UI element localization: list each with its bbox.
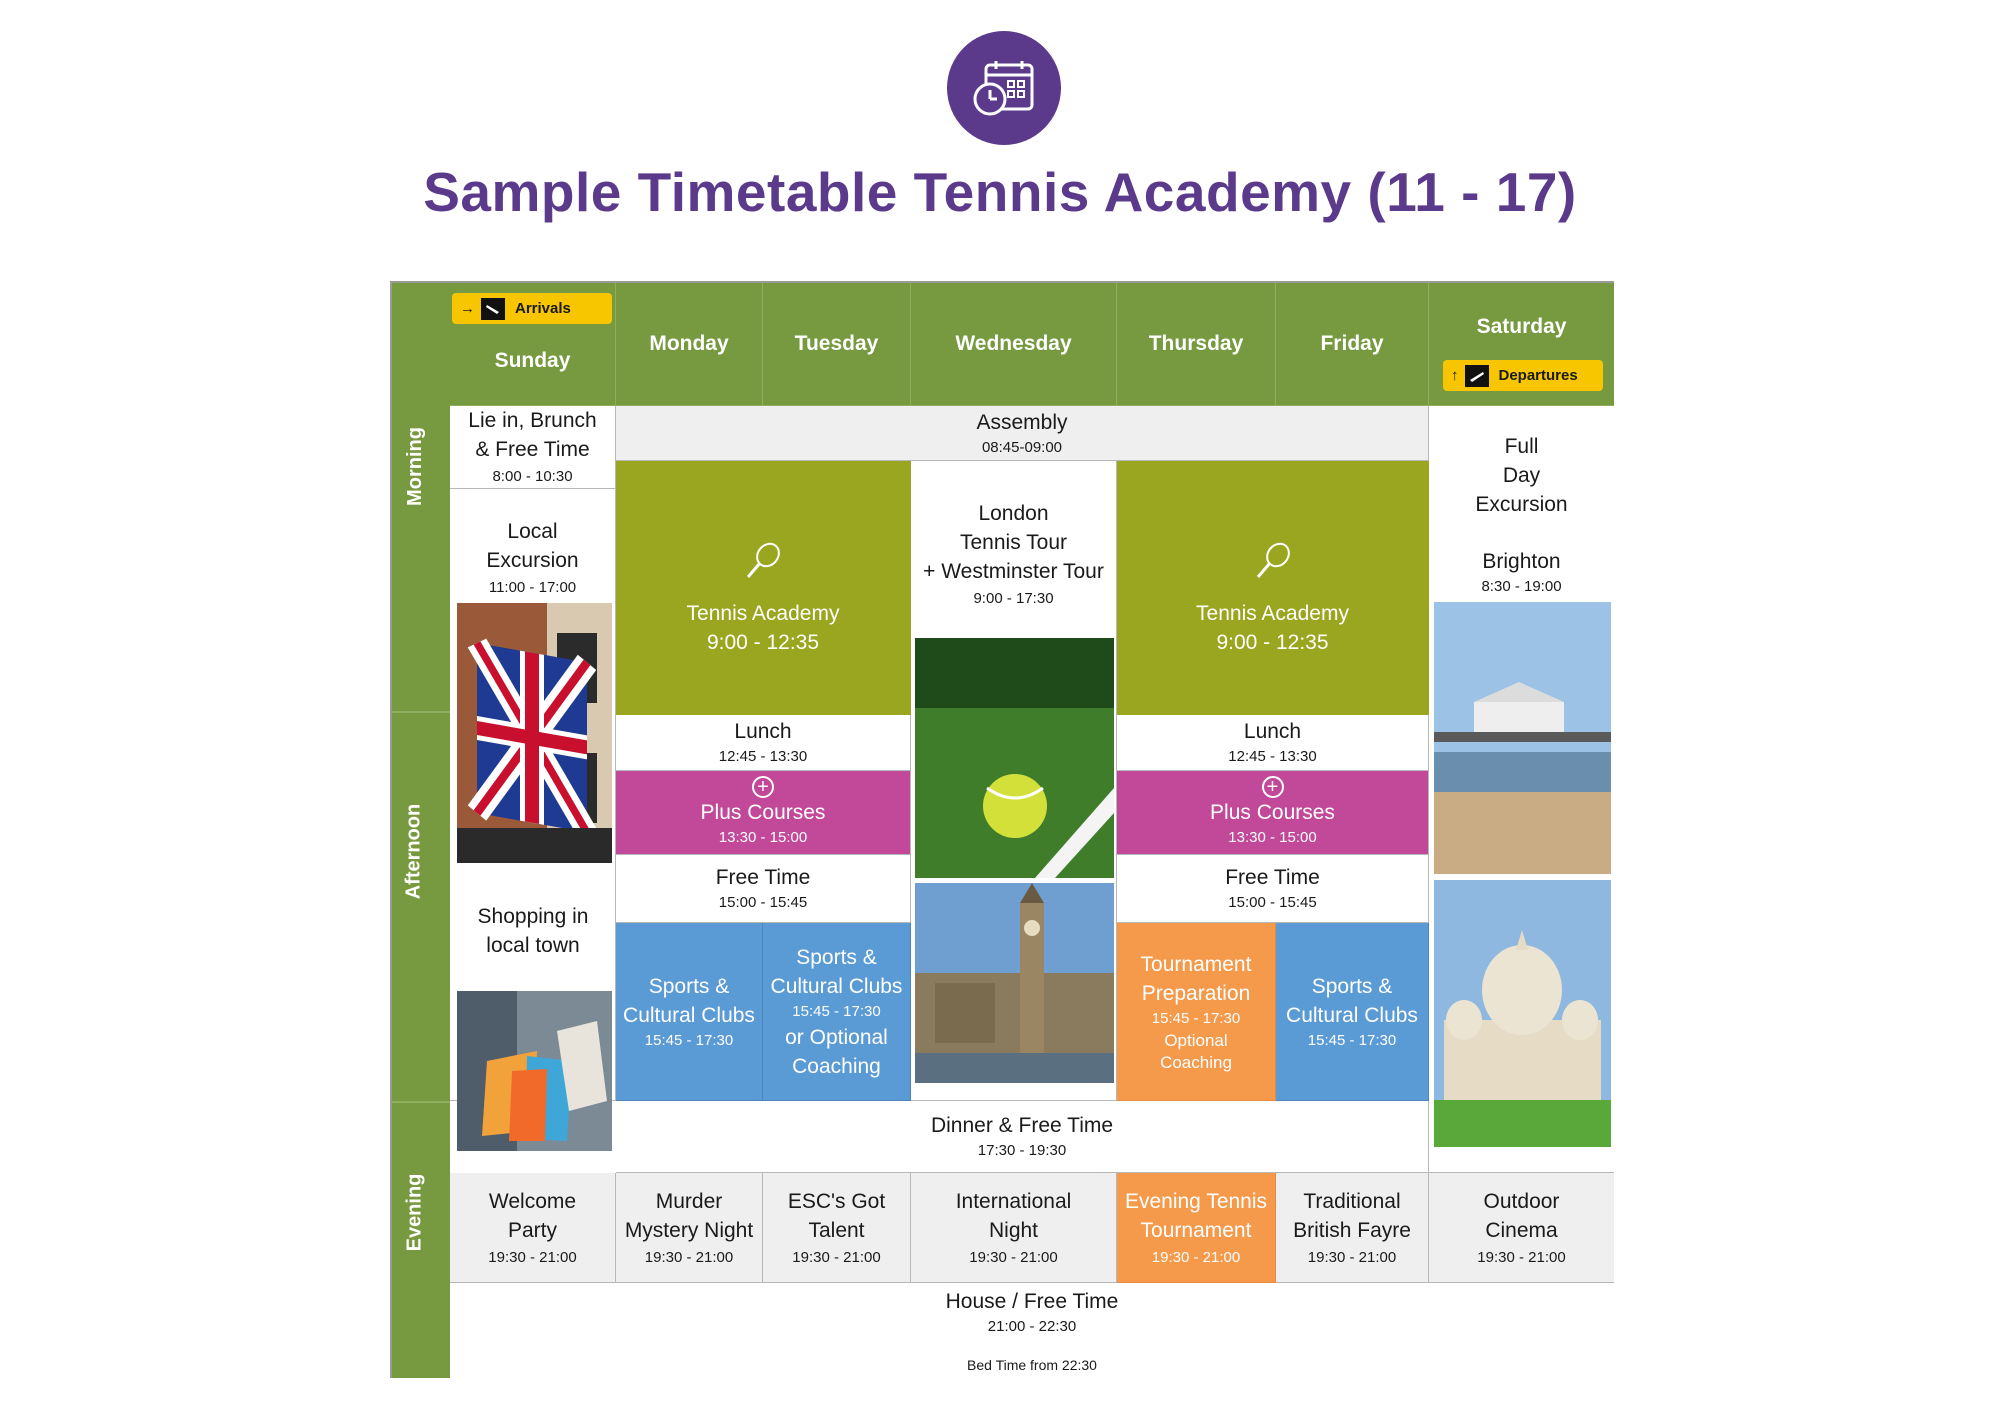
- departures-tag: ↑ Departures: [1443, 360, 1603, 391]
- arrow-up-icon: ↑: [1451, 367, 1459, 384]
- tennis-academy-thu-fri: Tennis Academy 9:00 - 12:35: [1117, 461, 1429, 715]
- evening-wednesday: International Night 19:30 - 21:00: [911, 1173, 1117, 1283]
- lunch-mon-tue: Lunch 12:45 - 13:30: [616, 715, 911, 771]
- assembly: Assembly 08:45-09:00: [616, 406, 1429, 461]
- brighton-pier-photo: [1434, 602, 1611, 874]
- tournament-preparation: Tournament Preparation 15:45 - 17:30 Optional Coaching: [1117, 923, 1276, 1101]
- tennis-ball-photo: [915, 638, 1114, 878]
- sunday-excursion: Local Excursion 11:00 - 17:00: [450, 489, 616, 1101]
- header-monday: Monday: [616, 283, 763, 406]
- house-free-time: House / Free Time 21:00 - 22:30 Bed Time from 22:30: [450, 1283, 1614, 1378]
- arrow-right-icon: →: [460, 300, 475, 317]
- period-morning-label: Morning: [403, 427, 426, 506]
- plane-takeoff-icon: [1465, 365, 1489, 387]
- free-time-thu-fri: Free Time 15:00 - 15:45: [1117, 855, 1429, 923]
- clubs-friday: Sports & Cultural Clubs 15:45 - 17:30: [1276, 923, 1429, 1101]
- shopping-bags-photo: [457, 991, 612, 1151]
- lunch-thu-fri: Lunch 12:45 - 13:30: [1117, 715, 1429, 771]
- tennis-academy-mon-tue: Tennis Academy 9:00 - 12:35: [616, 461, 911, 715]
- plus-circle-icon: +: [1262, 776, 1284, 798]
- royal-pavilion-photo: [1434, 880, 1611, 1147]
- period-evening-label: Evening: [403, 1173, 426, 1252]
- sunday-shopping: Shopping in local town: [477, 905, 589, 957]
- clubs-monday: Sports & Cultural Clubs 15:45 - 17:30: [616, 923, 763, 1101]
- tennis-racket-icon: [743, 541, 783, 581]
- header-friday: Friday: [1276, 283, 1429, 406]
- period-divider: [392, 1101, 450, 1103]
- free-time-mon-tue: Free Time 15:00 - 15:45: [616, 855, 911, 923]
- logo: [947, 31, 1061, 145]
- dinner-free-time: Dinner & Free Time 17:30 - 19:30: [616, 1101, 1429, 1173]
- header-thursday: Thursday: [1117, 283, 1276, 406]
- clubs-tuesday: Sports & Cultural Clubs 15:45 - 17:30 or Optional Coaching: [763, 923, 911, 1101]
- union-jack-photo: [457, 603, 612, 863]
- page-title: Sample Timetable Tennis Academy (11 - 17): [423, 161, 1577, 223]
- arrivals-tag: → Arrivals: [452, 293, 612, 324]
- plus-courses-mon-tue: + Plus Courses 13:30 - 15:00: [616, 771, 911, 855]
- calendar-clock-icon: [972, 59, 1036, 117]
- london-tennis-tour: London Tennis Tour + Westminster Tour 9:00 - 17:30: [911, 461, 1117, 1101]
- evening-friday: Traditional British Fayre 19:30 - 21:00: [1276, 1173, 1429, 1283]
- header-tuesday: Tuesday: [763, 283, 911, 406]
- period-afternoon-label: Afternoon: [402, 803, 425, 900]
- timetable-grid: [390, 281, 1614, 1378]
- evening-monday: Murder Mystery Night 19:30 - 21:00: [616, 1173, 763, 1283]
- evening-saturday: Outdoor Cinema 19:30 - 21:00: [1429, 1173, 1614, 1283]
- evening-thursday: Evening Tennis Tournament 19:30 - 21:00: [1117, 1173, 1276, 1283]
- header-wednesday: Wednesday: [911, 283, 1117, 406]
- header-saturday: Saturday: [1429, 283, 1614, 406]
- sunday-evening: Welcome Party 19:30 - 21:00: [450, 1173, 616, 1283]
- big-ben-photo: [915, 883, 1114, 1083]
- tennis-racket-icon: [1253, 541, 1293, 581]
- period-sidebar: [392, 283, 450, 1378]
- plus-circle-icon: +: [752, 776, 774, 798]
- period-divider: [392, 711, 450, 713]
- sunday-brunch: Lie in, Brunch & Free Time 8:00 - 10:30: [450, 406, 616, 489]
- header-sunday: Sunday: [450, 283, 616, 406]
- plus-courses-thu-fri: + Plus Courses 13:30 - 15:00: [1117, 771, 1429, 855]
- plane-landing-icon: [481, 298, 505, 320]
- evening-tuesday: ESC's Got Talent 19:30 - 21:00: [763, 1173, 911, 1283]
- saturday-excursion: Full Day Excursion Brighton 8:30 - 19:00: [1429, 406, 1614, 1173]
